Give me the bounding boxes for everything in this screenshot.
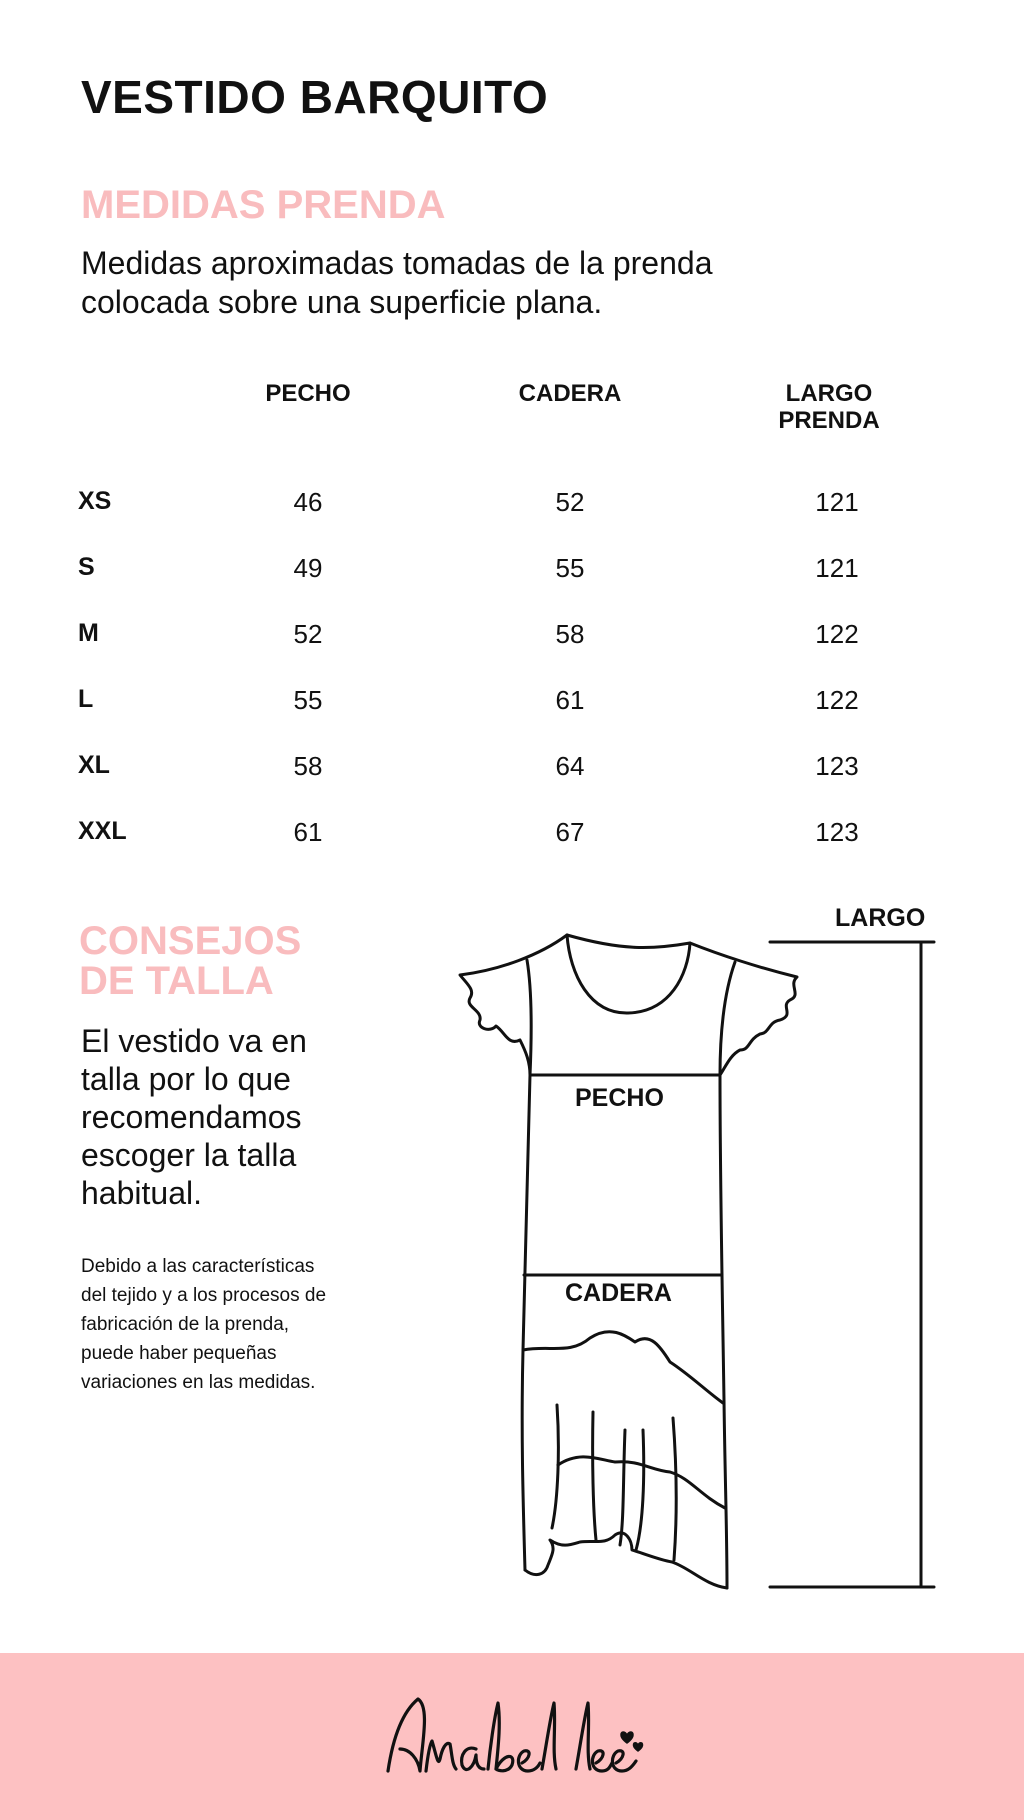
hip-value: 64 [555, 751, 585, 781]
size-label: L [78, 685, 94, 713]
length-label: LARGO [835, 904, 926, 932]
chest-value: 55 [293, 685, 323, 715]
heart-icon [634, 1743, 643, 1751]
chest-value: 52 [293, 619, 323, 649]
table-row [78, 472, 958, 538]
dress-pleat [620, 1430, 625, 1545]
chest-value: 58 [293, 751, 323, 781]
logo-letter-l2 [576, 1703, 590, 1769]
tip-note-line: Debido a las características [81, 1256, 315, 1277]
hip-value: 58 [555, 619, 585, 649]
dress-pleat [552, 1405, 558, 1528]
size-tips-heading-line-2: DE TALLA [79, 959, 274, 1003]
hip-value: 67 [555, 817, 585, 847]
length-value: 121 [815, 553, 859, 583]
column-header-length [729, 380, 929, 434]
table-row [78, 802, 958, 868]
table-row [78, 538, 958, 604]
length-value: 123 [815, 817, 859, 847]
logo-letter-a2 [462, 1748, 484, 1769]
dress-pleat [593, 1412, 596, 1540]
tip-main-line: talla por lo que [81, 1061, 291, 1097]
dress-neckline [567, 935, 690, 1013]
size-tip-note [81, 1252, 381, 1397]
hip-label: CADERA [565, 1279, 672, 1307]
chest-value: 61 [293, 817, 323, 847]
intro-line-1: Medidas aproximadas tomadas de la prenda [81, 245, 713, 281]
hip-value: 61 [555, 685, 585, 715]
size-tips-heading [79, 921, 301, 1001]
column-header-chest: PECHO [265, 380, 351, 407]
size-tip-main [81, 1022, 371, 1212]
tip-note-line: variaciones en las medidas. [81, 1372, 316, 1393]
size-label: M [78, 619, 99, 647]
heart-icon [621, 1732, 633, 1743]
tip-note-line: fabricación de la prenda, [81, 1314, 290, 1335]
dress-right-side [720, 1075, 727, 1588]
length-value: 122 [815, 619, 859, 649]
size-table [78, 380, 958, 868]
length-value: 123 [815, 751, 859, 781]
size-label: S [78, 553, 95, 581]
hip-value: 52 [555, 487, 585, 517]
table-row [78, 736, 958, 802]
tip-main-line: El vestido va en [81, 1023, 307, 1059]
logo-letter-e [518, 1751, 540, 1771]
logo-letter-l [542, 1703, 556, 1769]
column-header-length-line-2: PRENDA [778, 407, 880, 434]
brand-logo [380, 1689, 650, 1789]
size-label: XL [78, 751, 110, 779]
logo-letter-e2 [592, 1751, 612, 1771]
size-table-header [78, 380, 958, 472]
intro-line-2: colocada sobre una superficie plana. [81, 284, 603, 320]
size-label: XS [78, 487, 112, 515]
tip-note-line: puede haber pequeñas [81, 1343, 277, 1364]
size-label: XXL [78, 817, 127, 845]
measurements-intro [81, 244, 901, 322]
dress-hem [525, 1533, 727, 1588]
measurements-heading: MEDIDAS PRENDA [81, 183, 446, 227]
logo-letter-e3 [612, 1751, 636, 1771]
hip-value: 55 [555, 553, 585, 583]
chest-value: 49 [293, 553, 323, 583]
logo-letter-a [388, 1699, 424, 1771]
logo-letter-b [488, 1703, 513, 1771]
footer [0, 1653, 1024, 1820]
tip-main-line: escoger la talla [81, 1137, 297, 1173]
chest-value: 46 [293, 487, 323, 517]
tip-note-line: del tejido y a los procesos de [81, 1285, 327, 1306]
chest-label: PECHO [575, 1084, 664, 1112]
dress-pleat [673, 1418, 676, 1560]
tip-main-line: recomendamos [81, 1099, 302, 1135]
dress-ruffle-upper [523, 1332, 723, 1403]
dress-diagram [440, 890, 960, 1600]
dress-left-side [522, 1075, 530, 1570]
page-title: VESTIDO BARQUITO [81, 71, 549, 123]
length-value: 122 [815, 685, 859, 715]
dress-left-sleeve [460, 935, 567, 1075]
column-header-hip: CADERA [518, 380, 622, 407]
dress-right-sleeve [690, 943, 797, 1075]
dress-pleat [636, 1430, 644, 1550]
size-tips-heading-line-1: CONSEJOS [79, 919, 302, 963]
column-header-length-line-1: LARGO [785, 380, 873, 407]
logo-letter-n [426, 1741, 456, 1771]
length-value: 121 [815, 487, 859, 517]
table-row [78, 604, 958, 670]
tip-main-line: habitual. [81, 1175, 202, 1211]
table-row [78, 670, 958, 736]
